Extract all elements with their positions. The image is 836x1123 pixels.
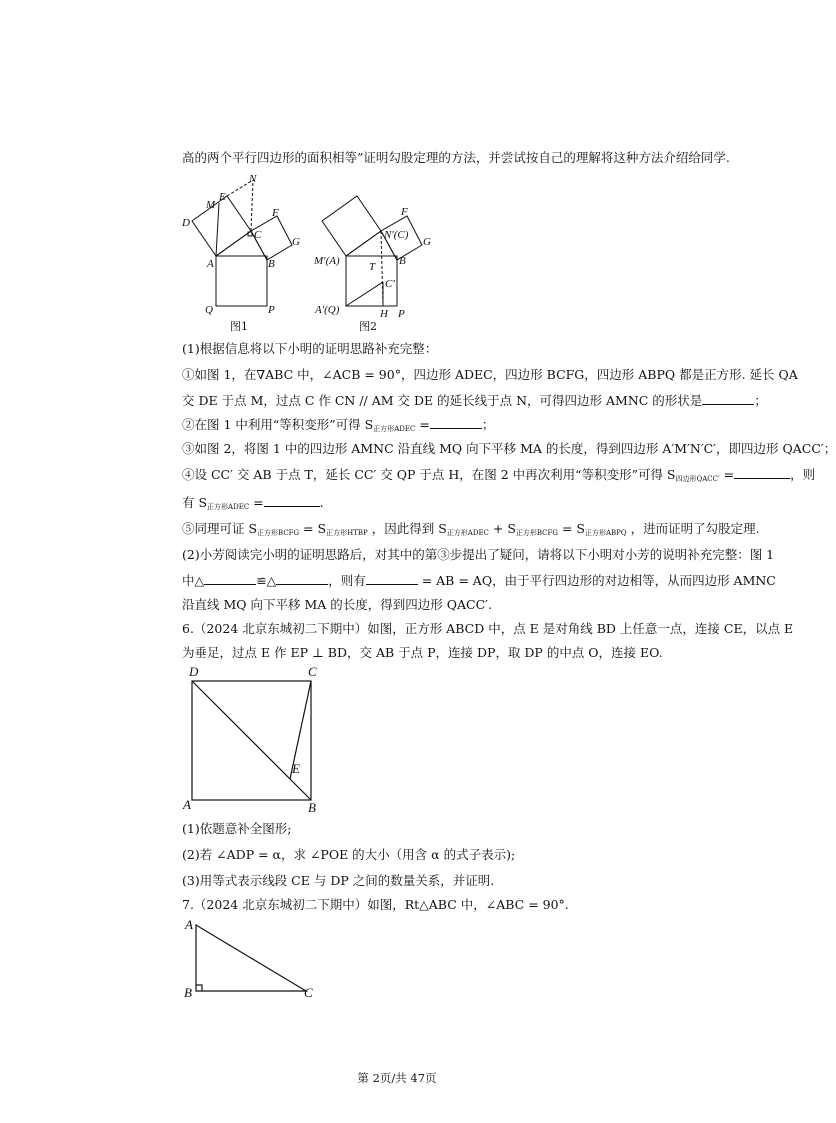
q5-part2-b3: ，则有 (328, 573, 366, 588)
q6-part3: (3)用等式表示线段 CE 与 DP 之间的数量关系，并证明. (182, 873, 495, 888)
q5-step4b-eq: = (249, 495, 264, 510)
q5-step5-sub5: 正方形ABPQ (584, 529, 627, 537)
fig1-label-b: B (268, 258, 275, 270)
figure-square-abcd (180, 660, 330, 820)
answer-blank-1[interactable] (702, 392, 754, 405)
q5-step4b-text: 有 S (182, 495, 208, 510)
q5-step2 (182, 416, 494, 438)
q5-step3: ③如图 2，将图 1 中的四边形 AMNC 沿直线 MQ 向下平移 MA 的长度，得到四边形 A′M′N′C′，即四边形 QACC′； (182, 441, 836, 456)
q5-part2-c: 沿直线 MQ 向下平移 MA 的长度，得到四边形 QACC′. (182, 597, 492, 612)
q5-part2-b1: 中△ (182, 573, 205, 588)
diagonal-bd (192, 681, 311, 800)
fig2-label-h: H (380, 308, 388, 320)
fig2-label-aq: A′(Q) (315, 304, 340, 316)
q5-step1-b-end: ； (754, 393, 767, 408)
q5-step4b-end: . (319, 495, 324, 510)
q5-step1-b (182, 392, 767, 410)
q6-label-e: E (292, 761, 300, 776)
fig1-label-e: E (219, 191, 226, 203)
q5-step2-eq: = (415, 417, 430, 432)
answer-blank-7[interactable] (366, 572, 418, 585)
q6-label-a: A (183, 797, 191, 812)
answer-blank-5[interactable] (204, 572, 256, 585)
q6-part1: (1)依题意补全图形; (182, 821, 292, 836)
q5-part2-b4: = AB = AQ，由于平行四边形的对边相等，从而四边形 AMNC (417, 573, 776, 588)
q5-step5 (182, 520, 760, 542)
fig1-label-a: A (207, 258, 214, 270)
q6-line1: 6.（2024 北京东城初二下期中）如图，正方形 ABCD 中，点 E 是对角线 BD 上任意一点，连接 CE，以点 E (182, 621, 794, 636)
q5-step5-e: = S (558, 521, 585, 536)
q7-label-c: C (304, 985, 313, 1000)
q5-step4b-sub: 正方形ADEC (207, 503, 250, 511)
q5-part2-b2: ≌△ (256, 573, 277, 588)
q5-part2-b (182, 572, 776, 590)
fig2-label-ma: M′(A) (314, 255, 340, 267)
q6-part2: (2)若 ∠ADP = α，求 ∠POE 的大小（用含 α 的式子表示); (182, 847, 516, 862)
fig2-label-t: T (369, 261, 376, 273)
q5-step5-sub2: 正方形HTBP (326, 529, 368, 537)
q6-label-d: D (189, 664, 199, 679)
q7-line1: 7.（2024 北京东城初二下期中）如图，Rt△ABC 中，∠ABC = 90°. (182, 897, 569, 912)
q5-step1-b-text: 交 DE 于点 M，过点 C 作 CN // AM 交 DE 的延长线于点 N，可得四边形 AMNC 的形状是 (182, 393, 703, 408)
answer-blank-6[interactable] (276, 572, 328, 585)
triangle-abc (196, 925, 306, 991)
fig2-label-nc: N′(C) (384, 229, 409, 241)
fig1-label-p: P (268, 304, 275, 316)
answer-blank-4[interactable] (264, 494, 320, 507)
figure-pythagoras (180, 170, 480, 340)
fig1-line-am (216, 203, 219, 256)
fig2-label-cp: C′ (385, 278, 395, 290)
fig2-label-p: P (398, 308, 405, 320)
q5-step5-b: = S (299, 521, 327, 536)
fig1-label-g: G (292, 236, 300, 248)
q5-step5-sub3: 正方形ADEC (446, 529, 489, 537)
page-footer: 第 2页/共 47页 (357, 1071, 437, 1085)
figure-right-triangle (180, 915, 330, 1005)
q7-label-a: A (185, 917, 193, 932)
fig2-label-f: F (401, 206, 408, 218)
q5-step2-sub: 正方形ADEC (373, 425, 416, 433)
fig1-label-n: N (249, 173, 257, 185)
fig1-line-cn (251, 180, 253, 231)
q5-step4-a (182, 466, 815, 488)
q5-step5-a: ⑤同理可证 S (182, 521, 258, 536)
q5-step4-b (182, 494, 324, 516)
fig2-label-b: B (399, 255, 406, 267)
q5-step5-sub4: 正方形BCFG (515, 529, 558, 537)
right-angle-mark (196, 985, 202, 991)
q5-step5-f: ，进而证明了勾股定理. (626, 521, 760, 536)
fig2-square-adec (322, 196, 381, 256)
q5-step2-end: ； (481, 417, 495, 432)
q5-step5-sub1: 正方形BCFG (257, 529, 300, 537)
q5-step2-text: ②在图 1 中利用“等积变形”可得 S (182, 417, 374, 432)
q5-step4-text: ④设 CC′ 交 AB 于点 T，延长 CC′ 交 QP 于点 H，在图 2 中再次利用“等积变形”可得 S (182, 467, 676, 482)
q5-step4-sub: 四边形QACC′ (675, 475, 720, 483)
fig1-label-q: Q (205, 304, 213, 316)
q5-step4-end: ，则 (790, 467, 816, 482)
fig1-square-abpq (216, 256, 267, 306)
q5-step1-a: ①如图 1，在∇ABC 中，∠ACB = 90°，四边形 ADEC，四边形 BCFG，四边形 ABPQ 都是正方形. 延长 QA (182, 367, 798, 382)
q5-step5-d: + S (488, 521, 516, 536)
fig1-label-f: F (272, 207, 279, 219)
answer-blank-2[interactable] (430, 416, 482, 429)
fig1-label-m: M (206, 199, 216, 211)
q6-label-c: C (308, 664, 317, 679)
q5-part1-head: (1)根据信息将以下小明的证明思路补充完整： (182, 341, 438, 356)
fig2-caption: 图2 (359, 320, 377, 333)
q5-part2-a: (2)小芳阅读完小明的证明思路后，对其中的第③步提出了疑问，请将以下小明对小芳的说明补充完整：图 1 (182, 547, 775, 562)
q6-label-b: B (308, 800, 316, 815)
fig2-label-g: G (423, 236, 431, 248)
fig1-caption: 图1 (230, 320, 248, 333)
q5-step5-c: ，因此得到 S (367, 521, 447, 536)
q7-label-b: B (184, 985, 192, 1000)
q6-line2: 为垂足，过点 E 作 EP ⊥ BD，交 AB 于点 P，连接 DP，取 DP 的中点 O，连接 EO. (182, 645, 663, 660)
answer-blank-3[interactable] (734, 466, 790, 479)
fig1-label-c: C (254, 229, 262, 241)
fig1-label-d: D (182, 217, 190, 229)
q5-step4-eq: = (719, 467, 735, 482)
fig1-square-adec (192, 196, 251, 256)
intro-line: 高的两个平行四边形的面积相等”证明勾股定理的方法，并尝试按自己的理解将这种方法介绍给同学. (182, 150, 730, 165)
